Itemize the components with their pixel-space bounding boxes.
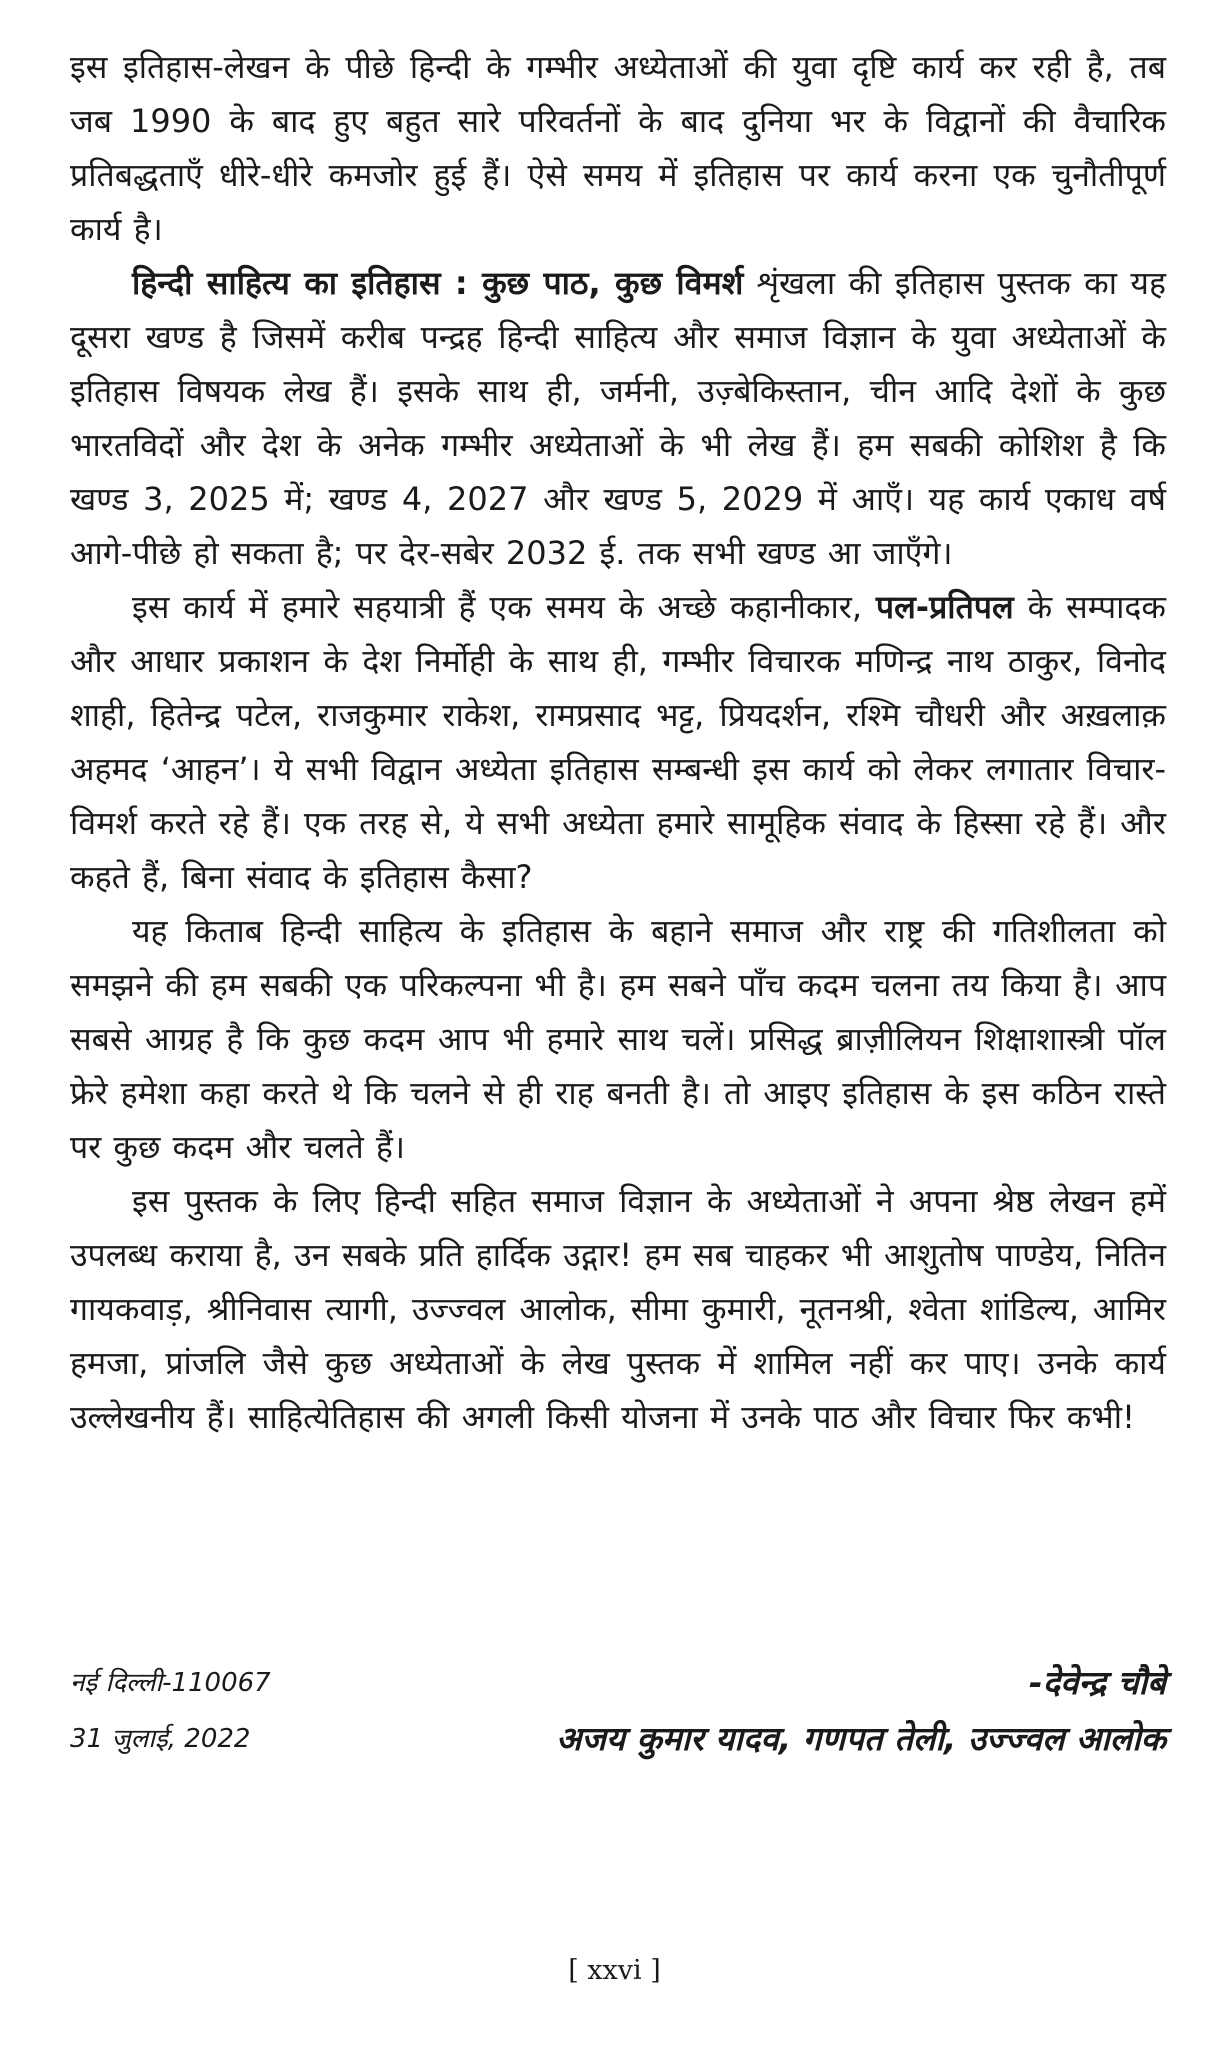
paragraph-2 <box>70 256 1166 580</box>
paragraph-1: इस इतिहास-लेखन के पीछे हिन्दी के गम्भीर अध्येताओं की युवा दृष्टि कार्य कर रही है, तब जब 1990 के बाद हुए बहुत सारे परिवर्तनों के बाद दुनिया भर के विद्वानों की वैचारिक प्रतिबद्धताएँ धीरे-धीरे कमजोर हुई हैं। ऐसे समय में इतिहास पर कार्य करना एक चुनौतीपूर्ण कार्य है। <box>70 48 1166 248</box>
paragraph-2-text: शृंखला की इतिहास पुस्तक का यह दूसरा खण्ड है जिसमें करीब पन्द्रह हिन्दी साहित्य और समाज विज्ञान के युवा अध्येताओं के इतिहास विषयक लेख हैं। इसके साथ ही, जर्मनी, उज़्बेकिस्तान, चीन आदि देशों के कुछ भारतविदों और देश के अनेक गम्भीर अध्येताओं के भी लेख हैं। हम सबकी कोशिश है कि खण्ड 3, 2025 में; खण्ड 4, 2027 और खण्ड 5, 2029 में आएँ। यह कार्य एकाध वर्ष आगे-पीछे हो सकता है; पर देर-सबेर 2032 ई. तक सभी खण्ड आ जाएँगे। <box>70 264 1166 572</box>
place: नई दिल्ली-110067 <box>70 1668 271 1698</box>
series-title: हिन्दी साहित्य का इतिहास : कुछ पाठ, कुछ विमर्श <box>132 264 744 302</box>
paragraph-3-start: इस कार्य में हमारे सहयात्री हैं एक समय के अच्छे कहानीकार, <box>132 588 876 626</box>
paragraph-5: इस पुस्तक के लिए हिन्दी सहित समाज विज्ञान के अध्येताओं ने अपना श्रेष्ठ लेखन हमें उपलब्ध कराया है, उन सबके प्रति हार्दिक उद्गार! हम सब चाहकर भी आशुतोष पाण्डेय, नितिन गायकवाड़, श्रीनिवास त्यागी, उज्ज्वल आलोक, सीमा कुमारी, नूतनश्री, श्वेता शांडिल्य, आमिर हमजा, प्रांजलि जैसे कुछ अध्येताओं के लेख पुस्तक में शामिल नहीं कर पाए। उनके कार्य उल्लेखनीय हैं। साहित्येतिहास की अगली किसी योजना में उनके पाठ और विचार फिर कभी! <box>70 1182 1166 1436</box>
editors <box>556 1655 1166 1767</box>
signature-block <box>70 1655 1166 1785</box>
editor-name-1: -देवेन्द्र चौबे <box>1028 1663 1166 1702</box>
paragraph-3-text: के सम्पादक और आधार प्रकाशन के देश निर्मोही के साथ ही, गम्भीर विचारक मणिन्द्र नाथ ठाकुर, विनोद शाही, हितेन्द्र पटेल, राजकुमार राकेश, रामप्रसाद भट्ट, प्रियदर्शन, रश्मि चौधरी और अख़लाक़ अहमद ‘आहन’। ये सभी विद्वान अध्येता इतिहास सम्बन्धी इस कार्य को लेकर लगातार विचार-विमर्श करते रहे हैं। एक तरह से, ये सभी अध्येता हमारे सामूहिक संवाद के हिस्सा रहे हैं। और कहते हैं, बिना संवाद के इतिहास कैसा? <box>70 588 1166 896</box>
preface-body <box>70 40 1166 1444</box>
editor-names-2: अजय कुमार यादव, गणपत तेली, उज्ज्वल आलोक <box>556 1719 1166 1758</box>
journal-title: पल-प्रतिपल <box>875 588 1014 626</box>
page-number: [ xxvi ] <box>568 1955 661 1986</box>
date: 31 जुलाई, 2022 <box>70 1724 251 1754</box>
paragraph-4: यह किताब हिन्दी साहित्य के इतिहास के बहाने समाज और राष्ट्र की गतिशीलता को समझने की हम सबकी एक परिकल्पना भी है। हम सबने पाँच कदम चलना तय किया है। आप सबसे आग्रह है कि कुछ कदम आप भी हमारे साथ चलें। प्रसिद्ध ब्राज़ीलियन शिक्षाशास्त्री पॉल फ्रेरे हमेशा कहा करते थे कि चलने से ही राह बनती है। तो आइए इतिहास के इस कठिन रास्ते पर कुछ कदम और चलते हैं। <box>70 912 1166 1166</box>
place-date <box>70 1655 271 1767</box>
paragraph-3 <box>70 580 1166 904</box>
